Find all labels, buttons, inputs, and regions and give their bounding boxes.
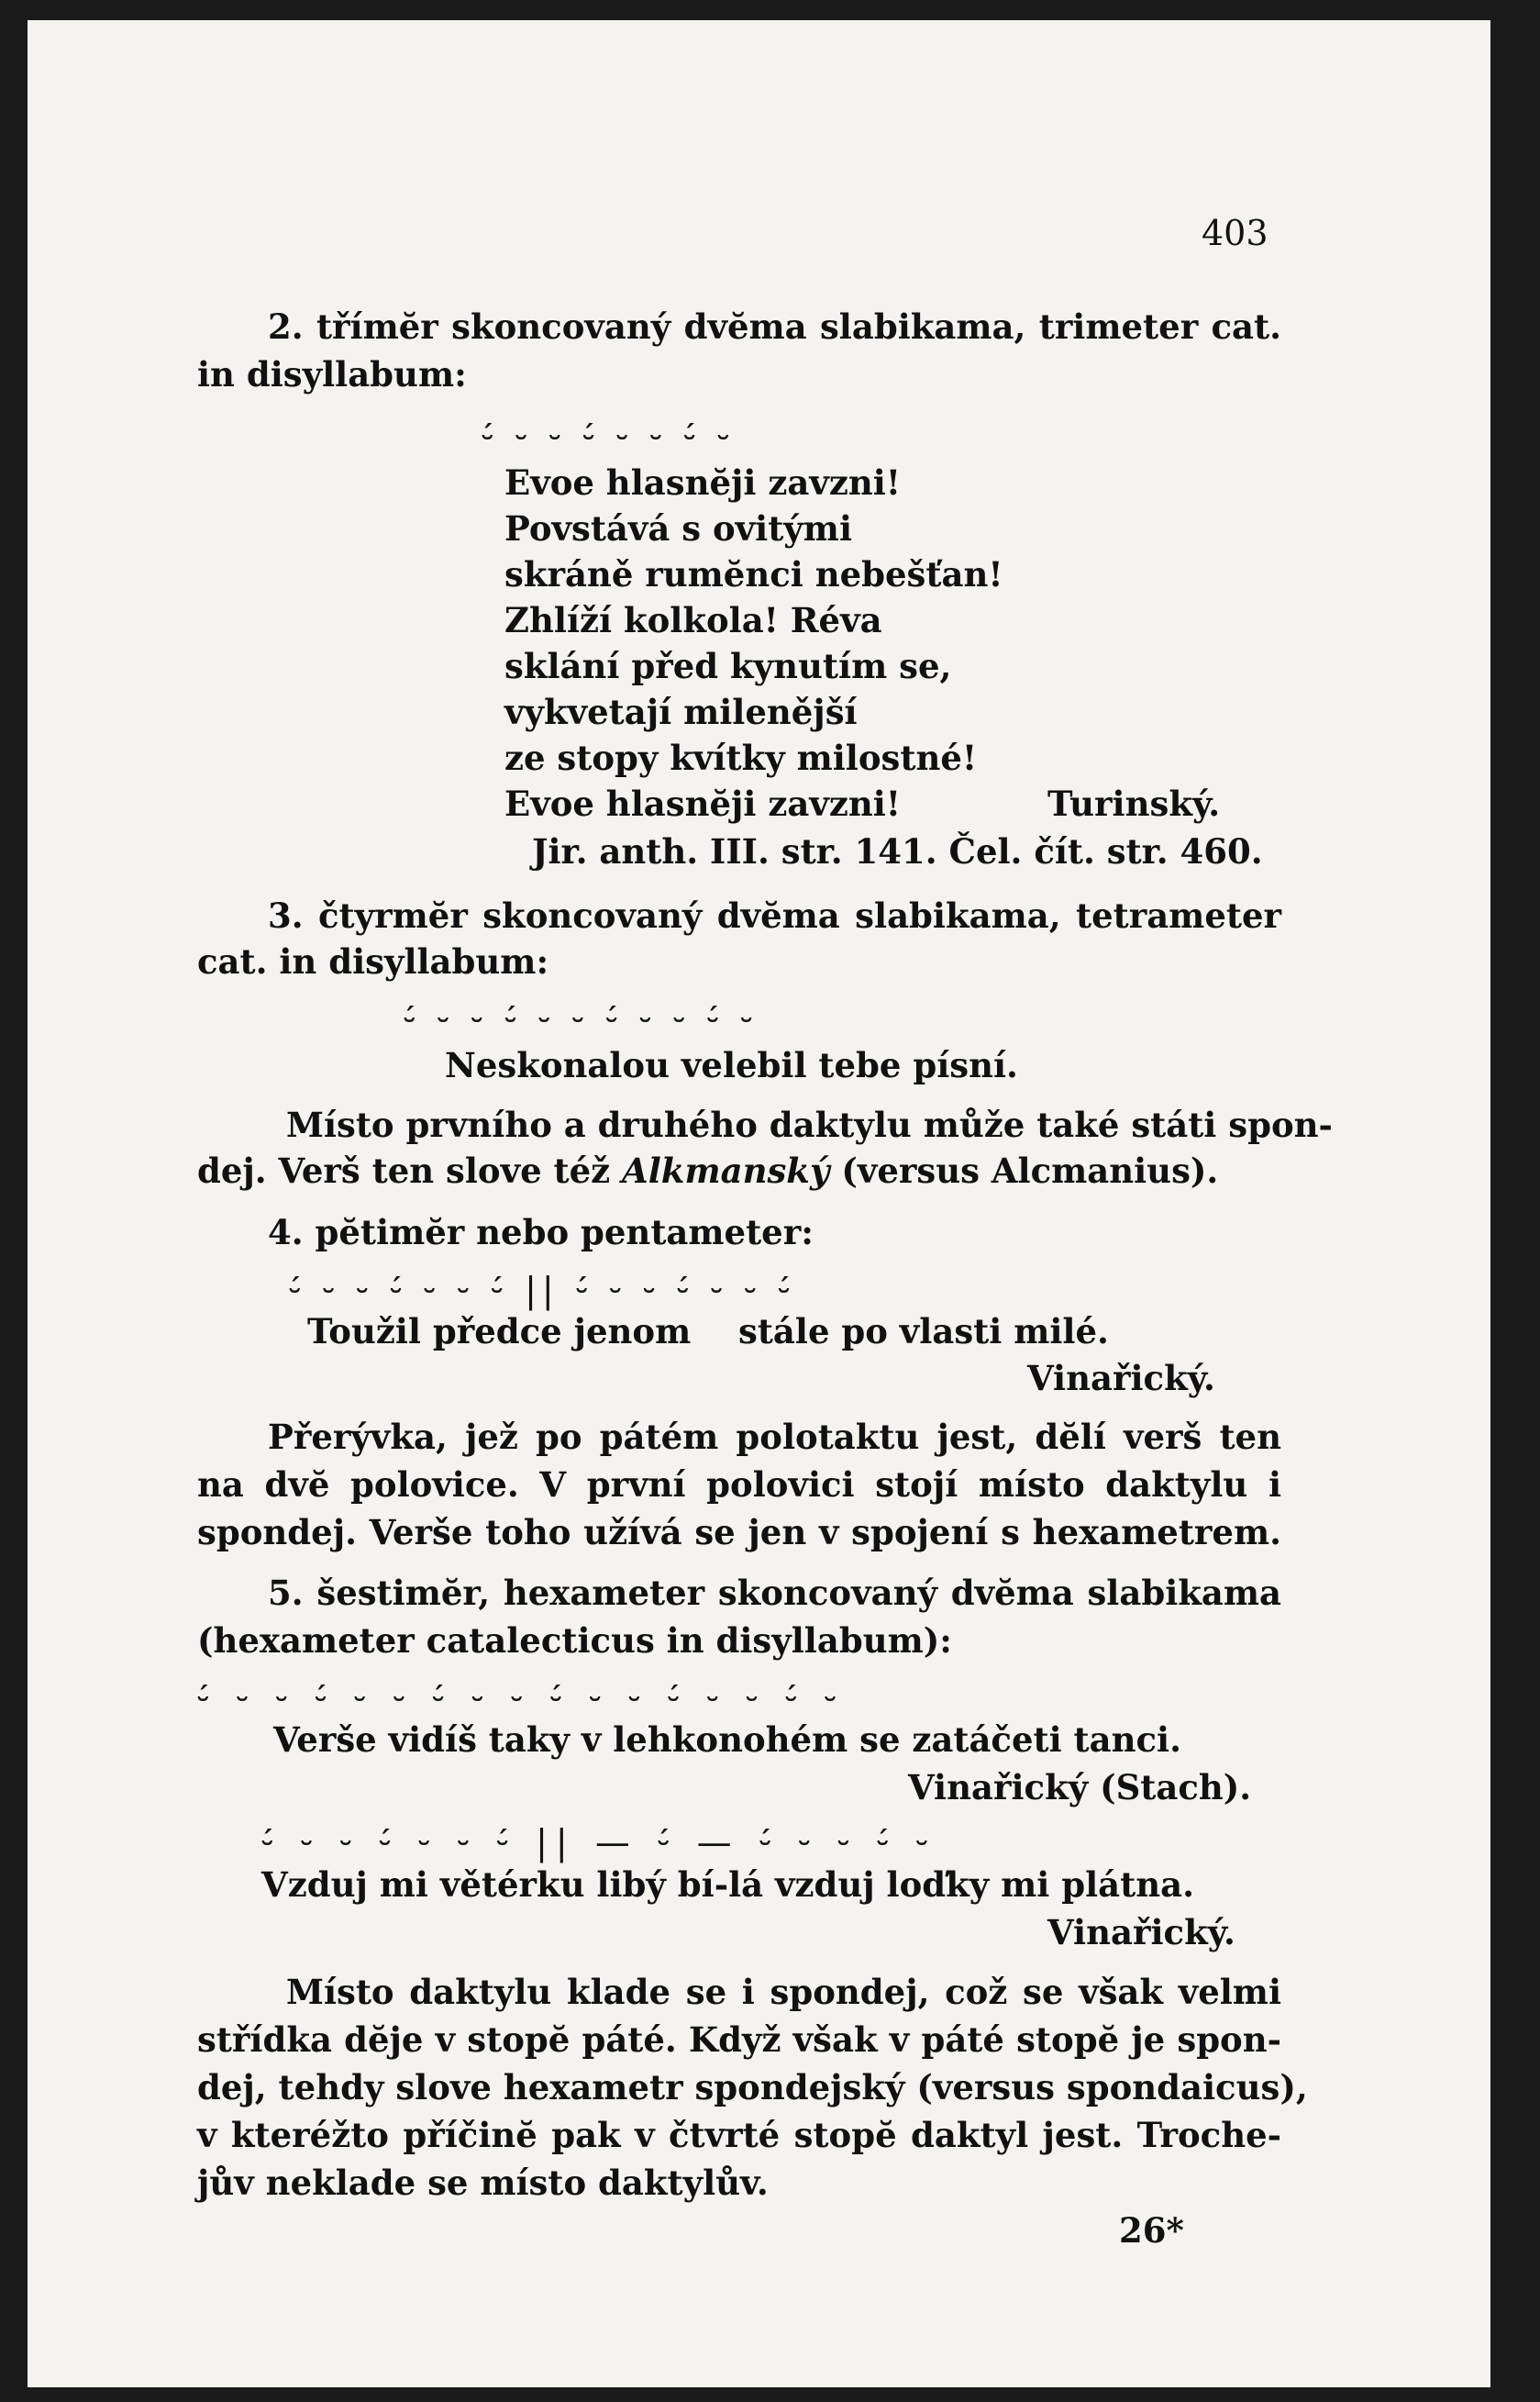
s3-note-line1: Místo prvního a druhého daktylu může také státi spon-	[286, 1105, 1333, 1145]
s2-poem-line-7: ze stopy kvítky milostné!	[504, 738, 978, 778]
s3-note-line2-end: (versus Alcmanius).	[829, 1151, 1219, 1191]
s2-meter-scheme: ⏑́ ⏑ ⏑ ⏑́ ⏑ ⏑ ⏑́ ⏑	[482, 417, 735, 457]
s5-note-line2: střídka dĕje v stopĕ páté. Když však v páté stopĕ je spon-	[197, 2019, 1281, 2060]
s2-poem-line-6: vykvetají milenější	[504, 692, 858, 732]
s4-example-first-half: Toužil předce jenom	[307, 1311, 692, 1351]
s4-author: Vinařický.	[1027, 1358, 1215, 1398]
s5-meter-scheme-2: ⏑́ ⏑ ⏑ ⏑́ ⏑ ⏑ ⏑́ || — ⏑́ — ⏑́ ⏑ ⏑ ⏑́ ⏑	[261, 1822, 936, 1863]
s2-poem-line-5: sklání před kynutím se,	[504, 646, 952, 686]
s2-heading-line2: in disyllabum:	[197, 354, 467, 395]
s5-note-line5: jův neklade se místo daktylův.	[197, 2163, 769, 2203]
s3-heading-line2: cat. in disyllabum:	[197, 941, 549, 982]
s5-note-line3: dej, tehdy slove hexametr spondejský (versus spondaicus),	[197, 2067, 1308, 2107]
s5-author-2: Vinařický.	[1047, 1912, 1235, 1952]
s2-heading-line1: 2. třímĕr skoncovaný dvĕma slabikama, trimeter cat.	[268, 306, 1281, 347]
s2-poem-line-4: Zhlíží kolkola! Réva	[504, 600, 882, 640]
s4-heading: 4. pĕtimĕr nebo pentameter:	[268, 1212, 814, 1252]
s4-example-second-half: stále po vlasti milé.	[738, 1311, 1109, 1351]
s3-meter-scheme: ⏑́ ⏑ ⏑ ⏑́ ⏑ ⏑ ⏑́ ⏑ ⏑ ⏑́ ⏑	[404, 999, 758, 1040]
page-number: 403	[1202, 213, 1269, 253]
s2-poem-line-1: Evoe hlasnĕji zavzni!	[504, 462, 902, 503]
s2-poem-line-3: skráně rumĕnci nebešťan!	[504, 554, 1003, 595]
s5-note-line4: v kteréžto příčinĕ pak v čtvrté stopĕ daktyl jest. Troche-	[197, 2115, 1281, 2155]
s3-example-verse: Neskonalou velebil tebe písní.	[445, 1045, 1018, 1085]
signature-mark: 26*	[1119, 2210, 1184, 2251]
s2-source: Jir. anth. III. str. 141. Čel. čít. str. 460.	[532, 831, 1263, 872]
s5-example-verse-1: Verše vidíš taky v lehkonohém se zatáčeti tanci.	[273, 1719, 1181, 1760]
s5-note-line1: Místo daktylu klade se i spondej, což se však velmi	[286, 1972, 1281, 2012]
s3-note-line2-start: dej. Verš ten slove též	[197, 1151, 623, 1191]
s4-note-line1: Přerývka, jež po pátém polotaktu jest, dĕlí verš ten	[268, 1417, 1281, 1457]
s2-author: Turinský.	[1047, 784, 1221, 824]
s2-poem-line-2: Povstává s ovitými	[504, 508, 852, 549]
book-page	[28, 20, 1490, 2387]
s5-heading-line1: 5. šestimĕr, hexameter skoncovaný dvĕma slabikama	[268, 1573, 1281, 1613]
s5-example-verse-2: Vzduj mi větérku libý bí-lá vzduj loďky mi plátna.	[261, 1864, 1194, 1905]
s3-note-italic-term: Alkmanský	[622, 1151, 830, 1191]
s5-author-1: Vinařický (Stach).	[908, 1767, 1252, 1807]
s4-note-line2: na dvĕ polovice. V první polovici stojí místo daktylu i	[197, 1464, 1281, 1505]
s3-note-line2	[197, 1149, 1218, 1193]
s5-heading-line2: (hexameter catalecticus in disyllabum):	[197, 1620, 952, 1661]
s2-poem-line-8: Evoe hlasnĕji zavzni!	[504, 784, 902, 824]
s4-note-line3: spondej. Verše toho užívá se jen v spojení s hexametrem.	[197, 1512, 1281, 1552]
s5-meter-scheme-1: ⏑́ ⏑ ⏑ ⏑́ ⏑ ⏑ ⏑́ ⏑ ⏑ ⏑́ ⏑ ⏑ ⏑́ ⏑ ⏑ ⏑́ ⏑	[197, 1678, 845, 1718]
s3-heading-line1: 3. čtyrmĕr skoncovaný dvĕma slabikama, tetrameter	[268, 895, 1281, 936]
s4-meter-scheme: ⏑́ ⏑ ⏑ ⏑́ ⏑ ⏑ ⏑́ || ⏑́ ⏑ ⏑ ⏑́ ⏑ ⏑ ⏑́	[289, 1270, 795, 1310]
